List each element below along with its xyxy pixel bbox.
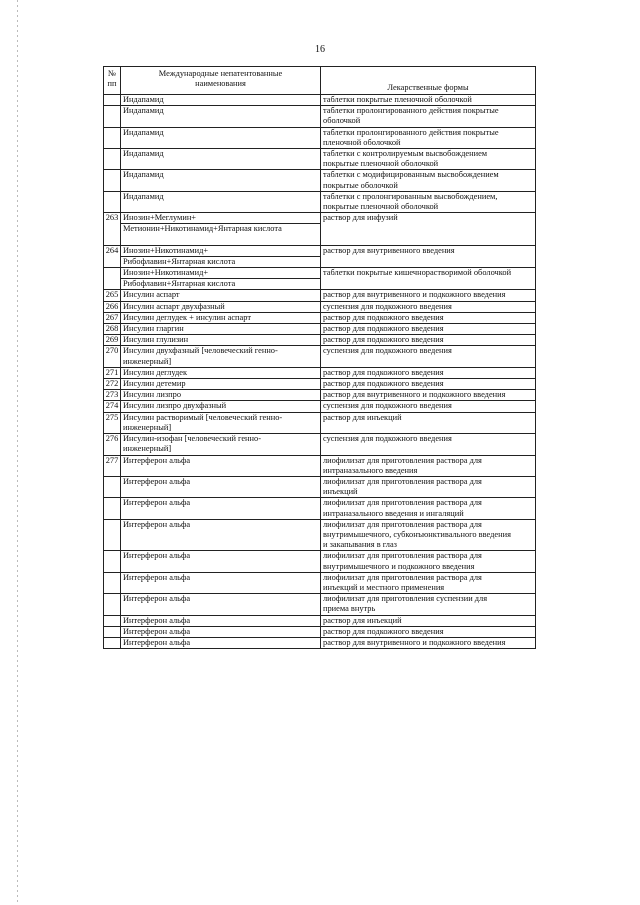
dosage-form-line: покрытые пленочной оболочкой — [323, 159, 439, 169]
drug-name-line: Индапамид — [123, 106, 164, 116]
dosage-form — [321, 390, 536, 401]
dosage-form-line: раствор для подкожного введения — [323, 312, 444, 322]
drug-name-line: Интерферон альфа — [123, 615, 191, 625]
dosage-form — [321, 335, 536, 346]
drug-name-line: Инсулин аспарт — [123, 290, 180, 300]
drug-name-line: Интерферон альфа — [123, 455, 191, 465]
dosage-form-line: приема внутрь — [323, 604, 376, 614]
row-number: 273 — [104, 390, 121, 401]
dosage-form-line: лиофилизат для приготовления раствора для — [323, 551, 482, 561]
drug-name — [121, 95, 321, 106]
drug-name — [121, 390, 321, 401]
dosage-form — [321, 213, 536, 245]
table-row — [104, 401, 536, 412]
drug-name-line: Инозин+Никотинамид+ — [123, 245, 209, 255]
dosage-form — [321, 498, 536, 519]
dosage-form-line: инъекций — [323, 487, 358, 497]
drug-name — [121, 637, 321, 648]
drug-name — [121, 245, 321, 267]
dosage-form — [321, 434, 536, 455]
row-number — [104, 519, 121, 551]
dosage-form-line: таблетки покрытые кишечнорастворимой оболочкой — [323, 268, 512, 278]
table-header-row — [104, 67, 536, 95]
row-number — [104, 594, 121, 615]
drug-name-line: Индапамид — [123, 191, 164, 201]
header-name: Международные непатентованные наименования — [121, 67, 321, 95]
dosage-form-line: раствор для подкожного введения — [323, 335, 444, 345]
dosage-form — [321, 519, 536, 551]
dosage-form — [321, 637, 536, 648]
row-number: 266 — [104, 301, 121, 312]
dosage-form — [321, 401, 536, 412]
row-number — [104, 476, 121, 497]
dosage-form — [321, 615, 536, 626]
dosage-form-line: раствор для подкожного введения — [323, 324, 444, 334]
drug-name — [121, 367, 321, 378]
table-row — [104, 268, 536, 290]
drug-name-line: Интерферон альфа — [123, 551, 191, 561]
dosage-form-line: лиофилизат для приготовления раствора для — [323, 498, 482, 508]
dosage-form-line: таблетки пролонгированного действия покрытые — [323, 127, 499, 137]
dosage-form — [321, 626, 536, 637]
page-number: 16 — [315, 44, 325, 55]
table-row — [104, 390, 536, 401]
drug-name-line: Инсулин глулизин — [123, 335, 189, 345]
drug-name — [121, 213, 321, 245]
dosage-form — [321, 191, 536, 212]
drug-name — [121, 290, 321, 301]
drug-name — [121, 476, 321, 497]
dosage-form-line: лиофилизат для приготовления раствора для — [323, 476, 482, 486]
dosage-form-line: таблетки пролонгированного действия покрытые — [323, 106, 499, 116]
table-row — [104, 412, 536, 433]
dosage-form — [321, 95, 536, 106]
drug-name — [121, 519, 321, 551]
table-row — [104, 127, 536, 148]
drug-name-line: Инсулин аспарт двухфазный — [123, 301, 225, 311]
row-number — [104, 191, 121, 212]
row-number: 265 — [104, 290, 121, 301]
table-row — [104, 519, 536, 551]
drug-name-line: Индапамид — [123, 127, 164, 137]
drug-name — [121, 401, 321, 412]
table-row — [104, 637, 536, 648]
drug-name-line: Рибофлавин+Янтарная кислота — [121, 256, 320, 267]
row-number — [104, 615, 121, 626]
row-number: 271 — [104, 367, 121, 378]
drug-name-line: Инсулин детемир — [123, 379, 186, 389]
dosage-form — [321, 301, 536, 312]
dosage-form-line: пленочной оболочкой — [323, 137, 401, 147]
row-number — [104, 498, 121, 519]
dosage-form-line: суспензия для подкожного введения — [323, 346, 452, 356]
dosage-form — [321, 551, 536, 572]
drug-name-line: Индапамид — [123, 149, 164, 159]
row-number: 269 — [104, 335, 121, 346]
table-row — [104, 379, 536, 390]
drug-name — [121, 312, 321, 323]
table-row — [104, 245, 536, 267]
row-number — [104, 106, 121, 127]
drug-name — [121, 268, 321, 290]
drug-name — [121, 191, 321, 212]
drug-name — [121, 324, 321, 335]
header-num: № пп — [104, 67, 121, 95]
table-row — [104, 476, 536, 497]
dosage-form-line: таблетки покрытые пленочной оболочкой — [323, 95, 472, 104]
drug-name-line: Инсулин двухфазный [человеческий генно- — [123, 346, 278, 356]
drug-name-line: Интерферон альфа — [123, 637, 191, 647]
dosage-form-line: лиофилизат для приготовления раствора для — [323, 572, 482, 582]
table-row — [104, 301, 536, 312]
drug-name-line: Инсулин лизпро — [123, 390, 182, 400]
drug-name — [121, 149, 321, 170]
dosage-form — [321, 106, 536, 127]
dosage-form-line: раствор для внутривенного и подкожного введения — [323, 637, 506, 647]
drug-name — [121, 455, 321, 476]
row-number — [104, 95, 121, 106]
drug-name-line: Инсулин-изофан [человеческий генно- — [123, 434, 261, 444]
dosage-form — [321, 268, 536, 290]
dosage-form-line: раствор для внутривенного введения — [323, 245, 455, 255]
drug-name — [121, 170, 321, 191]
table-row — [104, 498, 536, 519]
drug-name — [121, 412, 321, 433]
dosage-form-line: лиофилизат для приготовления раствора для — [323, 519, 482, 529]
row-number — [104, 551, 121, 572]
table-row — [104, 312, 536, 323]
spacer — [123, 235, 318, 245]
dosage-form — [321, 346, 536, 367]
table-row — [104, 213, 536, 245]
dosage-form-line: суспензия для подкожного введения — [323, 401, 452, 411]
row-number — [104, 127, 121, 148]
drug-name — [121, 346, 321, 367]
dosage-form-line: инъекций и местного применения — [323, 582, 445, 592]
dosage-form-line: лиофилизат для приготовления раствора для — [323, 455, 482, 465]
dosage-form-line: раствор для подкожного введения — [323, 367, 444, 377]
row-number — [104, 149, 121, 170]
dosage-form-line: раствор для инъекций — [323, 412, 402, 422]
header-form: Лекарственные формы — [321, 67, 536, 95]
dosage-form-line: суспензия для подкожного введения — [323, 301, 452, 311]
dosage-form-line: раствор для внутривенного и подкожного введения — [323, 290, 506, 300]
table-row — [104, 572, 536, 593]
drug-name-line: Инсулин деглудек — [123, 367, 188, 377]
dosage-form-line: оболочкой — [323, 116, 361, 126]
dosage-form-line: раствор для внутривенного и подкожного введения — [323, 390, 506, 400]
dosage-form-line: таблетки с пролонгированным высвобождением, — [323, 191, 498, 201]
row-number: 268 — [104, 324, 121, 335]
dosage-form — [321, 324, 536, 335]
row-number: 274 — [104, 401, 121, 412]
dosage-form — [321, 455, 536, 476]
table-row — [104, 594, 536, 615]
dosage-form-line: лиофилизат для приготовления суспензии для — [323, 594, 488, 604]
row-number — [104, 637, 121, 648]
dosage-form-line: таблетки с модифицированным высвобождением — [323, 170, 499, 180]
table-row — [104, 290, 536, 301]
dosage-form-line: раствор для подкожного введения — [323, 626, 444, 636]
dosage-form-line: раствор для инфузий — [323, 213, 398, 223]
drug-name-line: Инозин+Никотинамид+ — [123, 268, 209, 278]
dosage-form-line: и закапывания в глаз — [323, 540, 397, 550]
drug-name — [121, 379, 321, 390]
row-number: 277 — [104, 455, 121, 476]
drug-name — [121, 594, 321, 615]
drug-name — [121, 106, 321, 127]
row-number — [104, 626, 121, 637]
table-row — [104, 434, 536, 455]
dosage-form-line: внутримышечного, субконъюнктивального введения — [323, 529, 511, 539]
drug-name-line: инженерный] — [123, 356, 172, 366]
table-row — [104, 324, 536, 335]
table-row — [104, 106, 536, 127]
row-number: 276 — [104, 434, 121, 455]
drug-name-line: Интерферон альфа — [123, 594, 191, 604]
row-number: 267 — [104, 312, 121, 323]
drug-name — [121, 498, 321, 519]
row-number — [104, 268, 121, 290]
dosage-form — [321, 290, 536, 301]
table-row — [104, 335, 536, 346]
dosage-form — [321, 476, 536, 497]
drug-name-line: Интерферон альфа — [123, 626, 191, 636]
table-row — [104, 170, 536, 191]
drug-name-line: Инсулин гларгин — [123, 324, 184, 334]
table-row — [104, 626, 536, 637]
table-row — [104, 346, 536, 367]
dosage-form — [321, 572, 536, 593]
row-number — [104, 170, 121, 191]
drug-name-line: Метионин+Никотинамид+Янтарная кислота — [121, 223, 320, 234]
dosage-form — [321, 170, 536, 191]
drug-name-line: Инозин+Меглумин+ — [123, 213, 197, 223]
drug-name-line: Интерферон альфа — [123, 476, 191, 486]
table-row — [104, 149, 536, 170]
drug-forms-table — [103, 66, 536, 649]
dosage-form — [321, 312, 536, 323]
dosage-form-line: раствор для подкожного введения — [323, 379, 444, 389]
dosage-form — [321, 412, 536, 433]
drug-name-line: Индапамид — [123, 95, 164, 104]
drug-name — [121, 434, 321, 455]
dosage-form-line: покрытые пленочной оболочкой — [323, 202, 439, 212]
table-row — [104, 551, 536, 572]
dosage-form — [321, 367, 536, 378]
drug-name-line: Инсулин лизпро двухфазный — [123, 401, 227, 411]
drug-name — [121, 626, 321, 637]
dosage-form — [321, 245, 536, 267]
drug-name-line: Интерферон альфа — [123, 498, 191, 508]
drug-name-line: инженерный] — [123, 422, 172, 432]
table-row — [104, 95, 536, 106]
row-number: 270 — [104, 346, 121, 367]
dosage-form-line: внутримышечного и подкожного введения — [323, 561, 475, 571]
drug-name — [121, 572, 321, 593]
row-number: 264 — [104, 245, 121, 267]
margin-dotted-line — [17, 0, 18, 905]
drug-name-line: Рибофлавин+Янтарная кислота — [121, 278, 320, 289]
dosage-form-line: суспензия для подкожного введения — [323, 434, 452, 444]
drug-name-line: Индапамид — [123, 170, 164, 180]
drug-name-line: Инсулин деглудек + инсулин аспарт — [123, 312, 251, 322]
row-number: 272 — [104, 379, 121, 390]
dosage-form-line: покрытые оболочкой — [323, 180, 398, 190]
drug-name — [121, 615, 321, 626]
dosage-form — [321, 127, 536, 148]
row-number: 263 — [104, 213, 121, 245]
dosage-form-line: таблетки с контролируемым высвобождением — [323, 149, 488, 159]
drug-name-line: инженерный] — [123, 444, 172, 454]
drug-name-line: Инсулин растворимый [человеческий генно- — [123, 412, 283, 422]
dosage-form-line: интраназального введения и ингаляций — [323, 508, 464, 518]
drug-name-line: Интерферон альфа — [123, 572, 191, 582]
drug-name-line: Интерферон альфа — [123, 519, 191, 529]
dosage-form-line: раствор для инъекций — [323, 615, 402, 625]
drug-name — [121, 301, 321, 312]
table-row — [104, 455, 536, 476]
row-number — [104, 572, 121, 593]
row-number: 275 — [104, 412, 121, 433]
table-row — [104, 615, 536, 626]
table-row — [104, 191, 536, 212]
drug-name — [121, 127, 321, 148]
table-row — [104, 367, 536, 378]
dosage-form — [321, 594, 536, 615]
dosage-form-line: интраназального введения — [323, 465, 418, 475]
dosage-form — [321, 149, 536, 170]
drug-name — [121, 335, 321, 346]
dosage-form — [321, 379, 536, 390]
drug-name — [121, 551, 321, 572]
